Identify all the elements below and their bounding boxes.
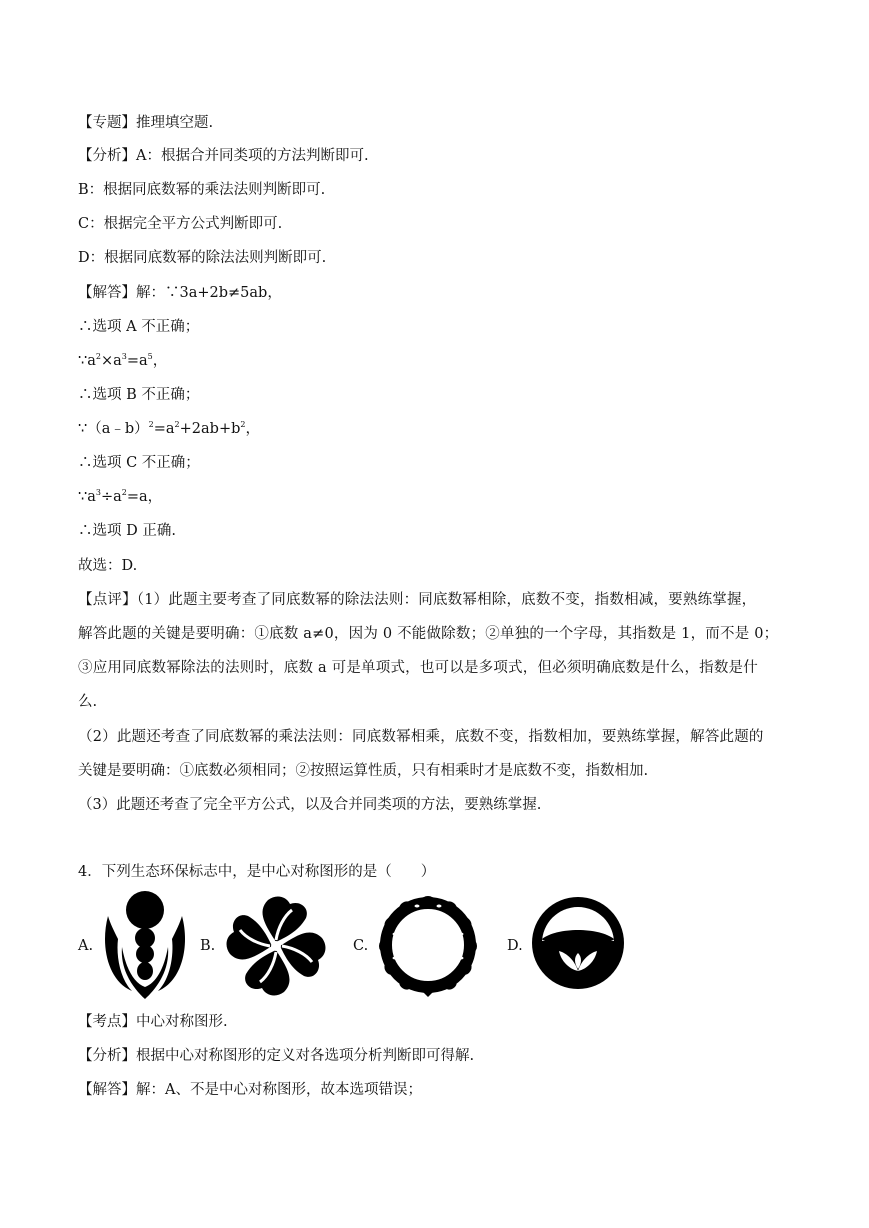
formula-text: ∵a — [78, 353, 96, 369]
because-b-line — [78, 351, 799, 371]
option-c — [353, 891, 493, 1001]
eco-logo-b-icon — [222, 891, 330, 1001]
analysis-d-line: D：根据同底数幂的除法法则判断即可. — [78, 250, 327, 266]
formula-text: ÷a — [100, 489, 122, 505]
eco-logo-a-icon — [98, 891, 193, 1001]
option-b — [200, 891, 340, 1001]
exponent: 2 — [95, 352, 101, 361]
option-label: B. — [200, 938, 216, 954]
topic-line: 【专题】推理填空题. — [78, 115, 214, 131]
formula-text: ∵a — [78, 489, 96, 505]
conclusion-c-line: ∴选项 C 不正确； — [78, 455, 200, 471]
formula-text: =a — [153, 421, 175, 437]
question-stem: 4．下列生态环保标志中，是中心对称图形的是（ ） — [78, 864, 436, 880]
formula-text: ∵（a﹣b） — [78, 421, 149, 437]
option-d — [507, 891, 647, 1001]
analysis-c-line: C：根据完全平方公式判断即可. — [78, 216, 283, 232]
option-label: A. — [78, 938, 94, 954]
option-label: C. — [353, 938, 369, 954]
analysis-a-line: 【分析】A：根据合并同类项的方法判断即可. — [78, 148, 369, 164]
exponent: 2 — [240, 420, 246, 429]
comment-line: ③应用同底数幂除法的法则时，底数 a 可是单项式，也可以是多项式，但必须明确底数是什么，指数是什 — [78, 660, 758, 676]
conclusion-d-line: ∴选项 D 正确. — [78, 523, 176, 539]
comment-line: 么. — [78, 694, 98, 710]
option-a — [78, 891, 218, 1001]
comment-line: 解答此题的关键是要明确：①底数 a≠0，因为 0 不能做除数；②单独的一个字母，其指数是 1，而不是 0； — [78, 626, 779, 642]
analysis-line: 【分析】根据中心对称图形的定义对各选项分析判断即可得解. — [78, 1048, 475, 1064]
exponent: 3 — [95, 488, 101, 497]
conclusion-b-line: ∴选项 B 不正确； — [78, 387, 200, 403]
exponent: 2 — [121, 488, 127, 497]
solution-line: 【解答】解：A、不是中心对称图形，故本选项错误； — [78, 1082, 422, 1098]
exponent: 2 — [148, 420, 154, 429]
conclusion-a-line: ∴选项 A 不正确； — [78, 319, 200, 335]
option-label: D. — [507, 938, 523, 954]
answer-line: 故选：D. — [78, 558, 138, 574]
exponent: 5 — [147, 352, 153, 361]
comment-line: （3）此题还考查了完全平方公式，以及合并同类项的方法，要熟练掌握. — [78, 797, 542, 813]
comment-line: 关键是要明确：①底数必须相同；②按照运算性质，只有相乘时才是底数不变，指数相加. — [78, 763, 649, 779]
eco-logo-d-icon — [529, 891, 627, 1001]
formula-text: ， — [152, 353, 168, 369]
formula-text: ×a — [100, 353, 122, 369]
exponent: 2 — [174, 420, 180, 429]
formula-text: =a， — [126, 489, 163, 505]
formula-text: =a — [126, 353, 148, 369]
because-c-line — [78, 419, 799, 439]
comment-line: 【点评】（1）此题主要考查了同底数幂的除法法则：同底数幂相除，底数不变，指数相减，要熟练掌握， — [78, 592, 757, 608]
comment-line: （2）此题还考查了同底数幂的乘法法则：同底数幂相乘，底数不变，指数相加，要熟练掌握，解答此题的 — [78, 729, 764, 745]
exponent: 3 — [121, 352, 127, 361]
formula-text: ， — [245, 421, 260, 437]
because-d-line — [78, 487, 799, 507]
point-line: 【考点】中心对称图形. — [78, 1014, 228, 1030]
formula-text: +2ab+b — [179, 421, 241, 437]
solution-intro-line: 【解答】解：∵3a+2b≠5ab， — [78, 285, 282, 301]
eco-logo-c-icon — [373, 891, 483, 1001]
analysis-b-line: B：根据同底数幂的乘法法则判断即可. — [78, 182, 326, 198]
